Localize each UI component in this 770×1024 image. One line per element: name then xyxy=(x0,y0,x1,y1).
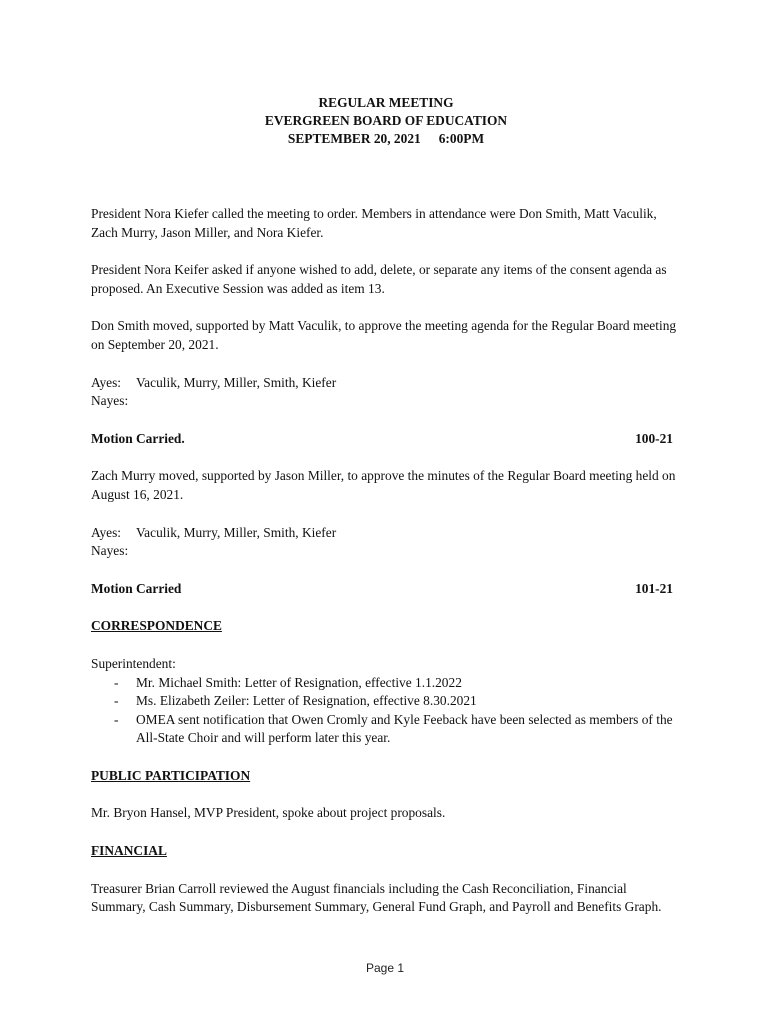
ayes-row xyxy=(91,374,683,393)
motion-agenda-paragraph: Don Smith moved, supported by Matt Vaculik, to approve the meeting agenda for the Regular Board meeting on September 20, 2021. xyxy=(91,318,677,352)
motion-result-label: Motion Carried xyxy=(91,580,182,596)
consent-agenda-paragraph: President Nora Keifer asked if anyone wished to add, delete, or separate any items of the consent agenda as proposed. An Executive Session was added as item 13. xyxy=(91,262,667,296)
list-bullet: - xyxy=(114,711,119,727)
nayes-label: Nayes: xyxy=(91,543,129,559)
correspondence-intro: Superintendent: xyxy=(91,655,176,671)
header-line-board-name: EVERGREEN BOARD OF EDUCATION xyxy=(264,113,508,128)
nayes-label: Nayes: xyxy=(91,393,129,409)
list-bullet: - xyxy=(114,674,119,690)
document-content xyxy=(91,94,683,917)
motion-number: 100-21 xyxy=(635,430,673,446)
nayes-row xyxy=(91,542,683,561)
ayes-label: Ayes: xyxy=(91,524,122,540)
header-line-date-time xyxy=(89,130,683,148)
list-item-text: Mr. Michael Smith: Letter of Resignation, effective 1.1.2022 xyxy=(136,674,462,690)
header-line-meeting-type: REGULAR MEETING xyxy=(318,95,454,110)
list-item-text: Ms. Elizabeth Zeiler: Letter of Resignation, effective 8.30.2021 xyxy=(136,693,477,709)
motion-number: 101-21 xyxy=(635,580,673,596)
motion-result-agenda xyxy=(91,430,673,449)
call-to-order-paragraph: President Nora Kiefer called the meeting to order. Members in attendance were Don Smith, Matt Vaculik, Zach Murry, Jason Miller, and Nora Kiefer. xyxy=(91,206,657,240)
public-participation-text: Mr. Bryon Hansel, MVP President, spoke about project proposals. xyxy=(91,805,446,821)
page-number: Page 1 xyxy=(365,961,405,975)
financial-text: Treasurer Brian Carroll reviewed the August financials including the Cash Reconciliation, Financial Summary, Cash Summary, Disbursement Summary, General Fund Graph, and Payroll and Benefits Graph. xyxy=(91,880,662,915)
meeting-time: 6:00PM xyxy=(438,131,485,146)
motion-result-minutes xyxy=(91,580,673,599)
motion-minutes-paragraph: Zach Murry moved, supported by Jason Miller, to approve the minutes of the Regular Board meeting held on August 16, 2021. xyxy=(91,468,676,502)
list-item xyxy=(91,692,683,711)
list-item xyxy=(91,711,683,748)
list-bullet: - xyxy=(114,693,119,709)
ayes-names: Vaculik, Murry, Miller, Smith, Kiefer xyxy=(136,374,337,390)
financial-heading: FINANCIAL xyxy=(91,843,167,859)
correspondence-heading: CORRESPONDENCE xyxy=(91,618,222,634)
ayes-label: Ayes: xyxy=(91,374,122,390)
vote-block-minutes xyxy=(91,524,683,561)
list-item-text: OMEA sent notification that Owen Cromly and Kyle Feeback have been selected as members of the All-State Choir and will perform later this year. xyxy=(136,711,673,746)
list-item xyxy=(91,674,683,693)
nayes-row xyxy=(91,392,683,411)
public-participation-heading: PUBLIC PARTICIPATION xyxy=(91,767,251,783)
vote-block-agenda xyxy=(91,374,683,411)
meeting-header xyxy=(89,94,683,148)
meeting-date: SEPTEMBER 20, 2021 xyxy=(287,131,421,146)
correspondence-list xyxy=(91,674,683,748)
ayes-names: Vaculik, Murry, Miller, Smith, Kiefer xyxy=(136,524,337,540)
motion-result-label: Motion Carried. xyxy=(91,430,185,446)
ayes-row xyxy=(91,524,683,543)
